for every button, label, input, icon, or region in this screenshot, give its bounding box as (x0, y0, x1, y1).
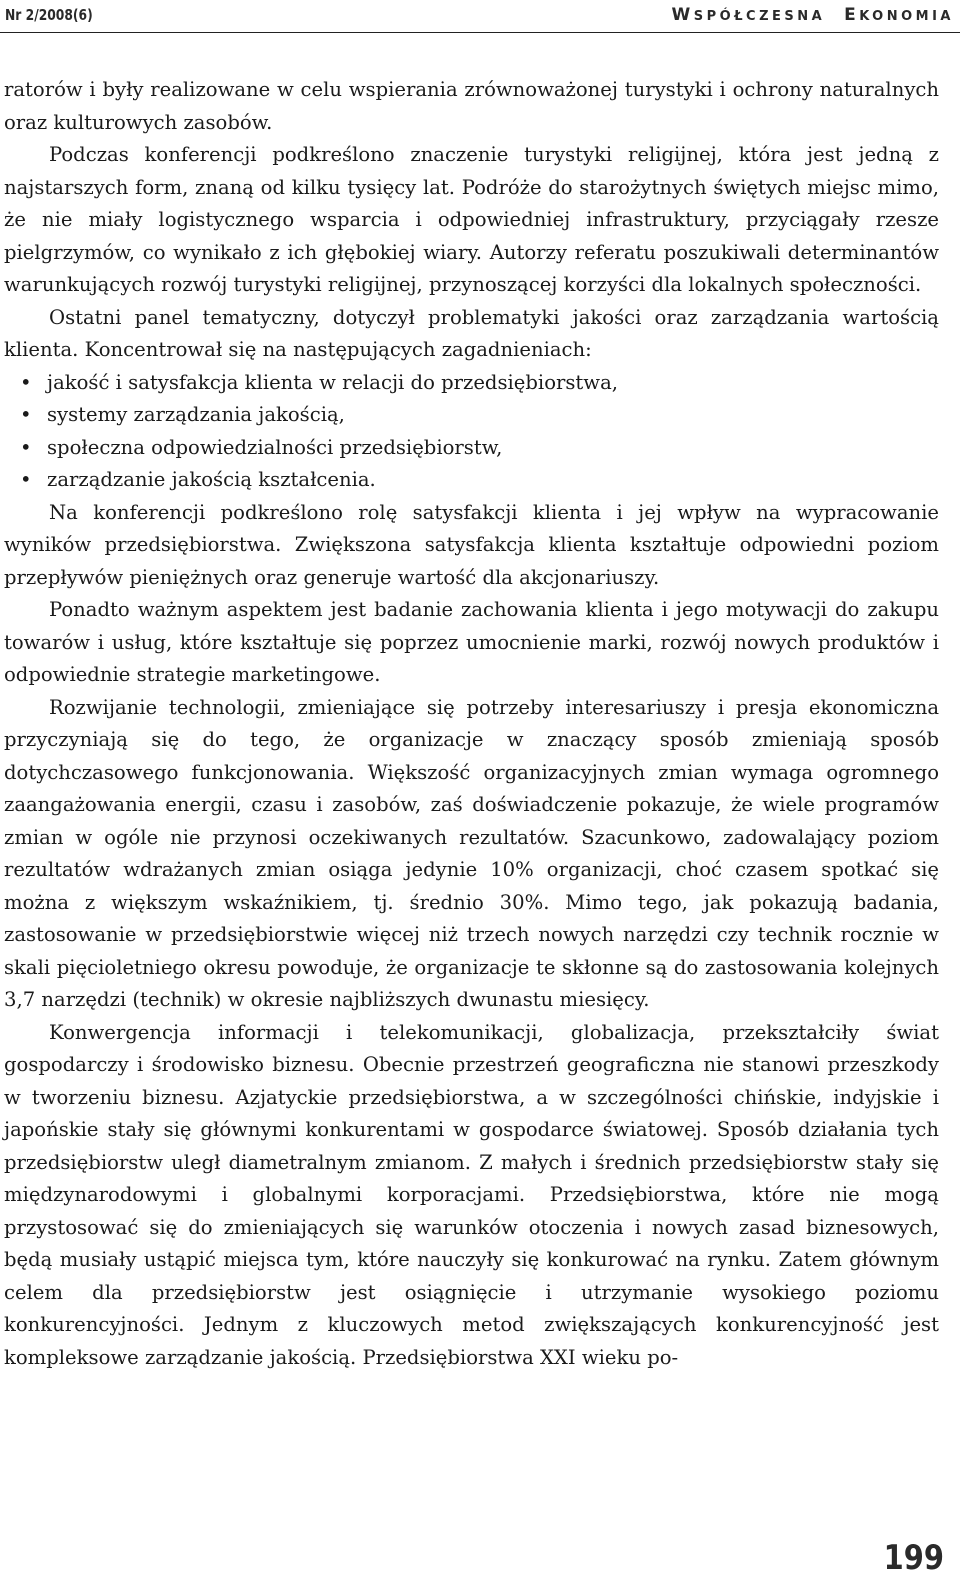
paragraph: Ponadto ważnym aspektem jest badanie zachowania klienta i jego motywacji do zakupu towarów i usług, które kształtuje się poprzez umocnienie marki, rozwój nowych produktów i odpowiednie strategie marketingowe. (4, 598, 939, 686)
journal-title-initial-2: E (844, 5, 860, 25)
issue-number: Nr 2/2008(6) (5, 6, 93, 24)
paragraph: Konwergencja informacji i telekomunikacji, globalizacja, przekształciły świat gospodarczy i środowisko biznesu. Obecnie przestrzeń geograficzna nie stanowi przeszkody w tworzeniu biznesu. Azjatyckie przedsiębiorstwa, a w szczególności chińskie, indyjskie i japońskie stały się głównymi konkurentami w gospodarce światowej. Sposób działania tych przedsiębiorstw uległ diametralnym zmianom. Z małych i średnich przedsiębiorstw stały się międzynarodowymi i globalnymi korporacjami. Przedsiębiorstwa, które nie mogą przystosować się do zmieniających się warunków otoczenia i nowych zasad biznesowych, będą musiały ustąpić miejsca tym, które nauczyły się konkurować na rynku. Zatem głównym celem dla przedsiębiorstw jest osiągnięcie i utrzymanie wysokiego poziomu konkurencyjności. Jednym z kluczowych metod zwiększających konkurencyjność jest kompleksowe zarządzanie jakością. Przedsiębiorstwa XXI wieku po- (4, 1020, 939, 1369)
page-number: 199 (883, 1538, 944, 1578)
header-rule (0, 32, 960, 33)
paragraph-continued: ratorów i były realizowane w celu wspierania zrównoważonej turystyki i ochrony naturalnych oraz kulturowych zasobów. (4, 78, 939, 134)
list-item: • społeczna odpowiedzialności przedsiębiorstw, (4, 432, 939, 465)
list-item: • jakość i satysfakcja klienta w relacji do przedsiębiorstwa, (4, 367, 939, 400)
journal-title-word-2: KONOMIA (859, 9, 954, 24)
running-header (0, 0, 960, 32)
paragraph: Ostatni panel tematyczny, dotyczył problematyki jakości oraz zarządzania wartością klienta. Koncentrował się na następujących zagadnieniach: (4, 305, 939, 361)
list-item: • systemy zarządzania jakością, (4, 399, 939, 432)
article-body (4, 74, 939, 1374)
paragraph: Podczas konferencji podkreślono znaczenie turystyki religijnej, która jest jedną z najstarszych form, znaną od kilku tysięcy lat. Podróże do starożytnych świętych miejsc mimo, że nie miały logistycznego wsparcia i odpowiedniej infrastruktury, przyciągały rzesze pielgrzymów, co wynikało z ich głębokiej wiary. Autorzy referatu poszukiwali determinantów warunkujących rozwój turystyki religijnej, przynoszącej korzyści dla lokalnych społeczności. (4, 143, 939, 296)
journal-title (672, 5, 955, 25)
paragraph: Rozwijanie technologii, zmieniające się potrzeby interesariuszy i presja ekonomiczna przyczyniają się do tego, że organizacje w znaczący sposób zmieniają sposób dotychczasowego funkcjonowania. Większość organizacyjnych zmian wymaga ogromnego zaangażowania energii, czasu i zasobów, zaś doświadczenie pokazuje, że wiele programów zmian w ogóle nie przynosi oczekiwanych rezultatów. Szacunkowo, zadowalający poziom rezultatów wdrażanych zmian osiąga jedynie 10% organizacji, choć czasem spotkać się można z większym wskaźnikiem, tj. średnio 30%. Mimo tego, jak pokazują badania, zastosowanie w przedsiębiorstwie więcej niż trzech nowych narzędzi czy technik rocznie w skali pięcioletniego okresu powoduje, że organizacje te skłonne są do zastosowania kolejnych 3,7 narzędzi (technik) w okresie najbliższych dwunastu miesięcy. (4, 695, 939, 1011)
paragraph: Na konferencji podkreślono rolę satysfakcji klienta i jej wpływ na wypracowanie wyników przedsiębiorstwa. Zwiększona satysfakcja klienta kształtuje odpowiedni poziom przepływów pieniężnych oraz generuje wartość dla akcjonariuszy. (4, 500, 939, 589)
journal-title-word-1: SPÓŁCZESNA (693, 9, 826, 24)
journal-title-initial-1: W (671, 5, 694, 25)
list-item: • zarządzanie jakością kształcenia. (4, 464, 939, 497)
topic-list (4, 367, 939, 497)
